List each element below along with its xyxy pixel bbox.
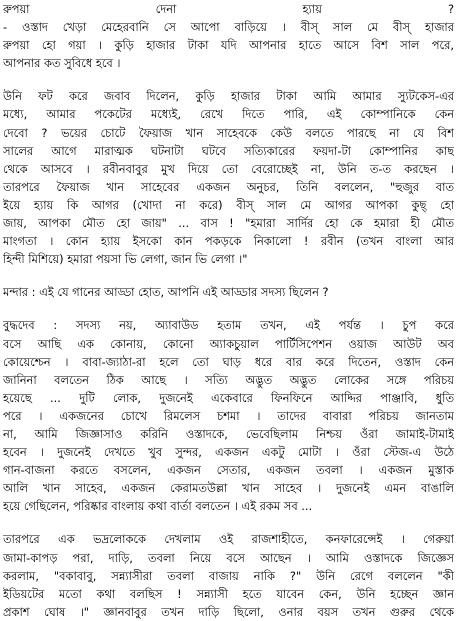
text-line: হবেন । দুজনেই দেখতে খুব সুন্দর, একজন একটু মোটা । ওঁরা স্টেজ-এ উঠে bbox=[3, 445, 454, 460]
text-line: দেবো ? ভয়ের চোটে ফৈয়াজ খান সাহেবকে কেউ বলতে পারছে না যে বিশ bbox=[3, 125, 454, 140]
text-line: কোয়েশ্চেন । বাবা-জ্যাঠা-রা হলে তো ঘাড় ধরে বার করে দিতেন, ওস্তাদ কেন bbox=[3, 354, 454, 369]
paragraph-1 bbox=[3, 0, 454, 72]
text-line: করলাম, "বকাবাবু, সন্ন্যাসীরা তবলা বাজায় নাকি ?" উনি রেগে বললেন "কী bbox=[3, 568, 454, 583]
text-line: বুদ্ধদেব : সদস্য নয়, অ্যাবাউড হতাম তখন, এই পর্যন্ত । চুপ করে bbox=[3, 318, 454, 333]
paragraph-3 bbox=[3, 283, 454, 301]
paragraph-4 bbox=[3, 316, 454, 515]
text-line: উনি ফট করে জবাব দিলেন, কুড়ি হাজার টাকা আমি আমার স্যুটকেস-এর bbox=[3, 89, 454, 104]
text-line: জামা-কাপড় পরা, দাড়ি, তবলা নিয়ে বসে আছেন । আমি ওস্তাদকে জিজ্ঞেস bbox=[3, 550, 454, 565]
text-line: তারপরে ফৈয়াজ খান সাহেবের একজন অনুচর, তিনি বললেন, "হুজুর বাত bbox=[3, 179, 454, 194]
text-line: তারপরে এক ভদ্রলোককে দেখলাম ওই রাজশাহীতে, কনফারেন্সেই । গেরুয়া bbox=[3, 532, 454, 547]
text-line: - ওস্তাদ খেড়া মেহেরবানি সে আপো বাড়িয়ে । বীস্‌ সাল মে বীস্‌ হাজার bbox=[3, 20, 454, 35]
text-line: মাংগতা । কোন হ্যায় ইসকো কান পকড়কে নিকালো ! রবীন (তখন বাংলা আর bbox=[3, 234, 454, 249]
text-line: মধ্যে, আমার পকেটের মধ্যেই, রেখে দিতে পারি, এই কোম্পানিকে কেন bbox=[3, 107, 454, 122]
text-line: ইডিয়টের মতো কথা বলছিস ! সন্ন্যাসী হতে যাবেন কেন, উনি হচ্ছেন জ্ঞান bbox=[3, 586, 454, 601]
paragraph-2 bbox=[3, 87, 454, 268]
text-line: হিন্দী মিশিয়ে) হমারা পয়সা ভি লেগা, জান ভি লেগা ।" bbox=[3, 252, 248, 267]
text-line: আলি খান সাহেব, একজন কেরামতউল্লা খান সাহেব । দুজনেই এমন বাঙালি bbox=[3, 481, 454, 496]
text-line: প্রকাশ ঘোষ ।" জ্ঞানবাবুর তখন দাড়ি ছিলো, ওনার বয়স তখন গুরুর থেকে bbox=[3, 604, 454, 619]
text-line: জায়, আপকা মৌত হো জায়" ... বাস ! "হমারা সার্দির হো কে হমারা হী মৌত bbox=[3, 216, 454, 231]
text-line: থেকে আসবে । রবীনবাবুর মুখ দিয়ে তো বেরোচ্ছেই না, উনি ত-ত করছেন । bbox=[3, 161, 454, 176]
text-line: সালের আগে মারাত্মক ঘটনাটা ঘটবে সত্যিকারের ফয়দা-টা কোম্পানির কাছ bbox=[3, 143, 454, 158]
text-line: পরে । একজনের চোখে রিমলেস চশমা । তাদের বাবারা পরিচয় জানতাম bbox=[3, 408, 454, 423]
text-line: রুপয়া হো গয়া । কুড়ি হাজার টাকা যদি আপনার হাতে আসে বিশ সাল পরে, bbox=[3, 38, 454, 53]
text-line: রুপয়া দেনা হ্যায় ? bbox=[3, 2, 454, 16]
text-line: জানিনা বলতেন ঠিক আছে । সত্যি অদ্ভুত অদ্ভুত লোকের সঙ্গে পরিচয় bbox=[3, 372, 454, 387]
text-line: হয়েছে ... দুটি লোক, দুজনেই একেবারে ফিনফিনে আদ্দির পাঞ্জাবি, ধুতি bbox=[3, 390, 454, 405]
text-line: গান-বাজনা করতে বসলেন, একজন সেতার, একজন তবলা । একজন মুস্তাক bbox=[3, 463, 454, 478]
paragraph-5 bbox=[3, 530, 454, 620]
text-line: বসে আছি এক কোনায়, কোনো অ্যাকচুয়াল পার্টিসিপেশন ওয়াজ আউট অব bbox=[3, 336, 454, 351]
text-line: আপনার কত সুবিধে হবে । bbox=[3, 56, 121, 71]
text-line: হয়ে গেছিলেন, পরিষ্কার বাংলায় কথা বার্তা বলতেন । এই রকম সব ... bbox=[3, 499, 313, 514]
text-line: মন্দার : এই যে গানের আড্ডা হোত, আপনি এই আড্ডার সদস্য ছিলেন ? bbox=[3, 285, 329, 300]
text-line: ইয়ে হ্যায় কি আগর (খোদা না করে) বীস্‌ সাল মে আগর আপকা কুছ্‌ হো bbox=[3, 197, 454, 212]
text-line: না, আমি জিজ্ঞাসাও করিনি ওস্তাদকে, ভেবেছিলাম নিশ্চয় ওঁরা জামাই-টামাই bbox=[3, 426, 454, 441]
